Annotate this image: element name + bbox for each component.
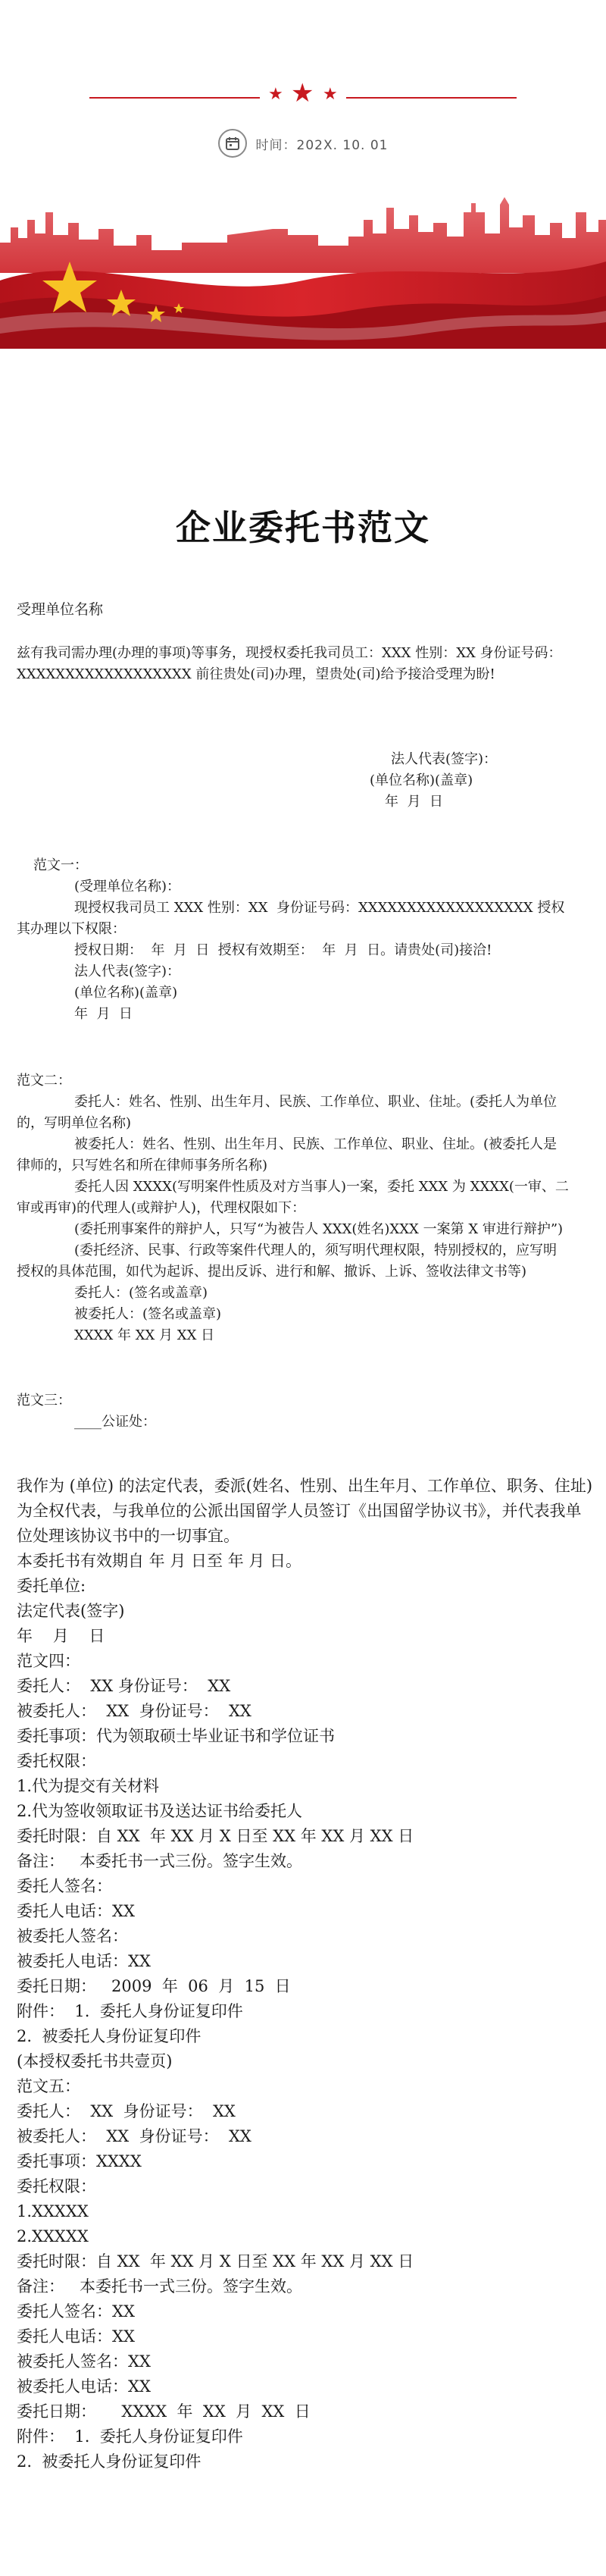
body-line: 委托人电话：XX bbox=[17, 2327, 135, 2346]
sample2-line: 审或再审)的代理人(或辩护人)，代理权限如下： bbox=[17, 1200, 306, 1216]
body-line: 被委托人电话：XX bbox=[17, 2377, 151, 2396]
body-line: 被委托人： XX 身份证号： XX bbox=[17, 1702, 251, 1720]
sample2-line: (委托刑事案件的辩护人，只写“为被告人 XXX(姓名)XXX 一案第 X 审进行辩护”) bbox=[74, 1221, 564, 1237]
sample2-line: 被委托人：(签名或盖章) bbox=[74, 1306, 222, 1322]
body-line: 被委托人签名： bbox=[17, 1927, 128, 1945]
sample3-heading: 范文三： bbox=[17, 1393, 71, 1409]
body-line: 委托人签名： bbox=[17, 1877, 112, 1895]
time-row bbox=[0, 127, 606, 159]
sample2-line: 的，写明单位名称) bbox=[17, 1115, 132, 1131]
body-line: 委托日期： XXXX 年 XX 月 XX 日 bbox=[17, 2402, 311, 2421]
star-icon: ★ bbox=[268, 85, 283, 104]
divider-line-left bbox=[89, 97, 260, 99]
sample1-line: 法人代表(签字)： bbox=[74, 964, 181, 979]
body-line: 委托时限：自 XX 年 XX 月 X 日至 XX 年 XX 月 XX 日 bbox=[17, 1827, 414, 1845]
banner-graphic bbox=[0, 190, 606, 349]
body-line: 1.XXXXX bbox=[17, 2202, 89, 2220]
body-line: 法定代表(签字) bbox=[17, 1602, 125, 1620]
body-line: 备注： 本委托书一式三份。签字生效。 bbox=[17, 2277, 303, 2296]
body-line: 范文五： bbox=[17, 2077, 80, 2095]
body-line: 委托时限：自 XX 年 XX 月 X 日至 XX 年 XX 月 XX 日 bbox=[17, 2252, 414, 2270]
body-line: 委托事项：XXXX bbox=[17, 2152, 142, 2170]
body-line: 委托人： XX 身份证号： XX bbox=[17, 1677, 231, 1695]
sample1-line: 现授权我司员工 XXX 性别：XX 身份证号码：XXXXXXXXXXXXXXXXXX 授权 bbox=[74, 900, 565, 916]
body-line: 委托人： XX 身份证号： XX bbox=[17, 2102, 236, 2120]
body-line: 委托权限： bbox=[17, 1752, 96, 1770]
intro-line-1: 兹有我司需办理(办理的事项)等事务，现授权委托我司员工：XXX 性别：XX 身份证号码： bbox=[17, 645, 562, 661]
body-line: 2. 被委托人身份证复印件 bbox=[17, 2452, 201, 2471]
star-icon: ★ bbox=[323, 85, 338, 104]
star-icon: ★ bbox=[291, 78, 314, 108]
body-line: 委托人签名：XX bbox=[17, 2302, 135, 2321]
calendar-icon bbox=[218, 129, 247, 158]
sample2-line: 被委托人：姓名、性别、出生年月、民族、工作单位、职业、住址。(被委托人是 bbox=[74, 1136, 558, 1152]
body-line: 位处理该协议书中的一切事宜。 bbox=[17, 1527, 239, 1545]
sample1-heading: 范文一： bbox=[33, 857, 88, 873]
body-line: 备注： 本委托书一式三份。签字生效。 bbox=[17, 1852, 303, 1870]
sample2-line: 委托人：(签名或盖章) bbox=[74, 1285, 208, 1301]
header-decoration bbox=[0, 0, 606, 356]
body-line: (本授权委托书共壹页) bbox=[17, 2052, 173, 2070]
body-line: 委托人电话：XX bbox=[17, 1902, 135, 1920]
body-line: 委托权限： bbox=[17, 2177, 96, 2195]
sample2-line: (委托经济、民事、行政等案件代理人的，须写明代理权限，特别授权的，应写明 bbox=[74, 1243, 558, 1258]
divider-line-right bbox=[346, 97, 517, 99]
body-line: 2.代为签收领取证书及送达证书给委托人 bbox=[17, 1802, 303, 1820]
body-line: 本委托书有效期自 年 月 日至 年 月 日。 bbox=[17, 1552, 302, 1570]
body-line: 2.XXXXX bbox=[17, 2227, 89, 2245]
sample1-line: (受理单位名称)： bbox=[74, 879, 181, 895]
sample3-body bbox=[17, 1474, 593, 2474]
sample1-line: 授权日期： 年 月 日 授权有效期至： 年 月 日。请贵处(司)接洽! bbox=[74, 942, 492, 958]
body-line: 附件： 1. 委托人身份证复印件 bbox=[17, 2002, 243, 2020]
body-line: 2. 被委托人身份证复印件 bbox=[17, 2027, 201, 2045]
body-line: 被委托人电话：XX bbox=[17, 1952, 151, 1970]
body-line: 委托日期： 2009 年 06 月 15 日 bbox=[17, 1977, 291, 1995]
body-line: 1.代为提交有关材料 bbox=[17, 1777, 160, 1795]
body-line: 年 月 日 bbox=[17, 1627, 105, 1645]
time-label: 时间：202X. 10. 01 bbox=[255, 137, 389, 153]
intro-line-2: XXXXXXXXXXXXXXXXXX 前往贵处(司)办理，望贵处(司)给予接洽受理为盼! bbox=[17, 666, 495, 682]
intro-sign-date: 年 月 日 bbox=[385, 794, 443, 810]
sample2-line: 律师的，只写姓名和所在律师事务所名称) bbox=[17, 1158, 268, 1174]
sample1-line: (单位名称)(盖章) bbox=[74, 985, 178, 1001]
sample2-heading: 范文二： bbox=[17, 1073, 71, 1089]
sample2-line: XXXX 年 XX 月 XX 日 bbox=[74, 1327, 215, 1343]
body-line: 被委托人签名：XX bbox=[17, 2352, 151, 2371]
body-line: 委托事项：代为领取硕士毕业证书和学位证书 bbox=[17, 1727, 335, 1745]
body-line: 为全权代表，与我单位的公派出国留学人员签订《出国留学协议书》，并代表我单 bbox=[17, 1502, 582, 1520]
body-line: 范文四： bbox=[17, 1652, 80, 1670]
body-line: 被委托人： XX 身份证号： XX bbox=[17, 2127, 251, 2145]
document-title: 企业委托书范文 bbox=[176, 507, 430, 548]
intro-sign-unit: (单位名称)(盖章) bbox=[370, 772, 473, 788]
sample3-line: ____公证处： bbox=[74, 1414, 156, 1430]
sample2-line: 授权的具体范围，如代为起诉、提出反诉、进行和解、撤诉、上诉、签收法律文书等) bbox=[17, 1264, 527, 1280]
body-line: 我作为 (单位) 的法定代表，委派(姓名、性别、出生年月、工作单位、职务、住址) bbox=[17, 1477, 593, 1495]
body-line: 附件： 1. 委托人身份证复印件 bbox=[17, 2427, 243, 2446]
body-line: 委托单位: bbox=[17, 1577, 86, 1595]
sample1-line: 年 月 日 bbox=[74, 1006, 133, 1022]
intro-sign-legal-rep: 法人代表(签字)： bbox=[391, 751, 498, 767]
sample2-line: 委托人因 XXXX(写明案件性质及对方当事人)一案，委托 XXX 为 XXXX(一审、二 bbox=[74, 1179, 569, 1195]
sample1-line: 其办理以下权限： bbox=[17, 921, 126, 937]
sample2-line: 委托人：姓名、性别、出生年月、民族、工作单位、职业、住址。(委托人为单位 bbox=[74, 1094, 558, 1110]
recipient-line: 受理单位名称 bbox=[17, 601, 104, 618]
